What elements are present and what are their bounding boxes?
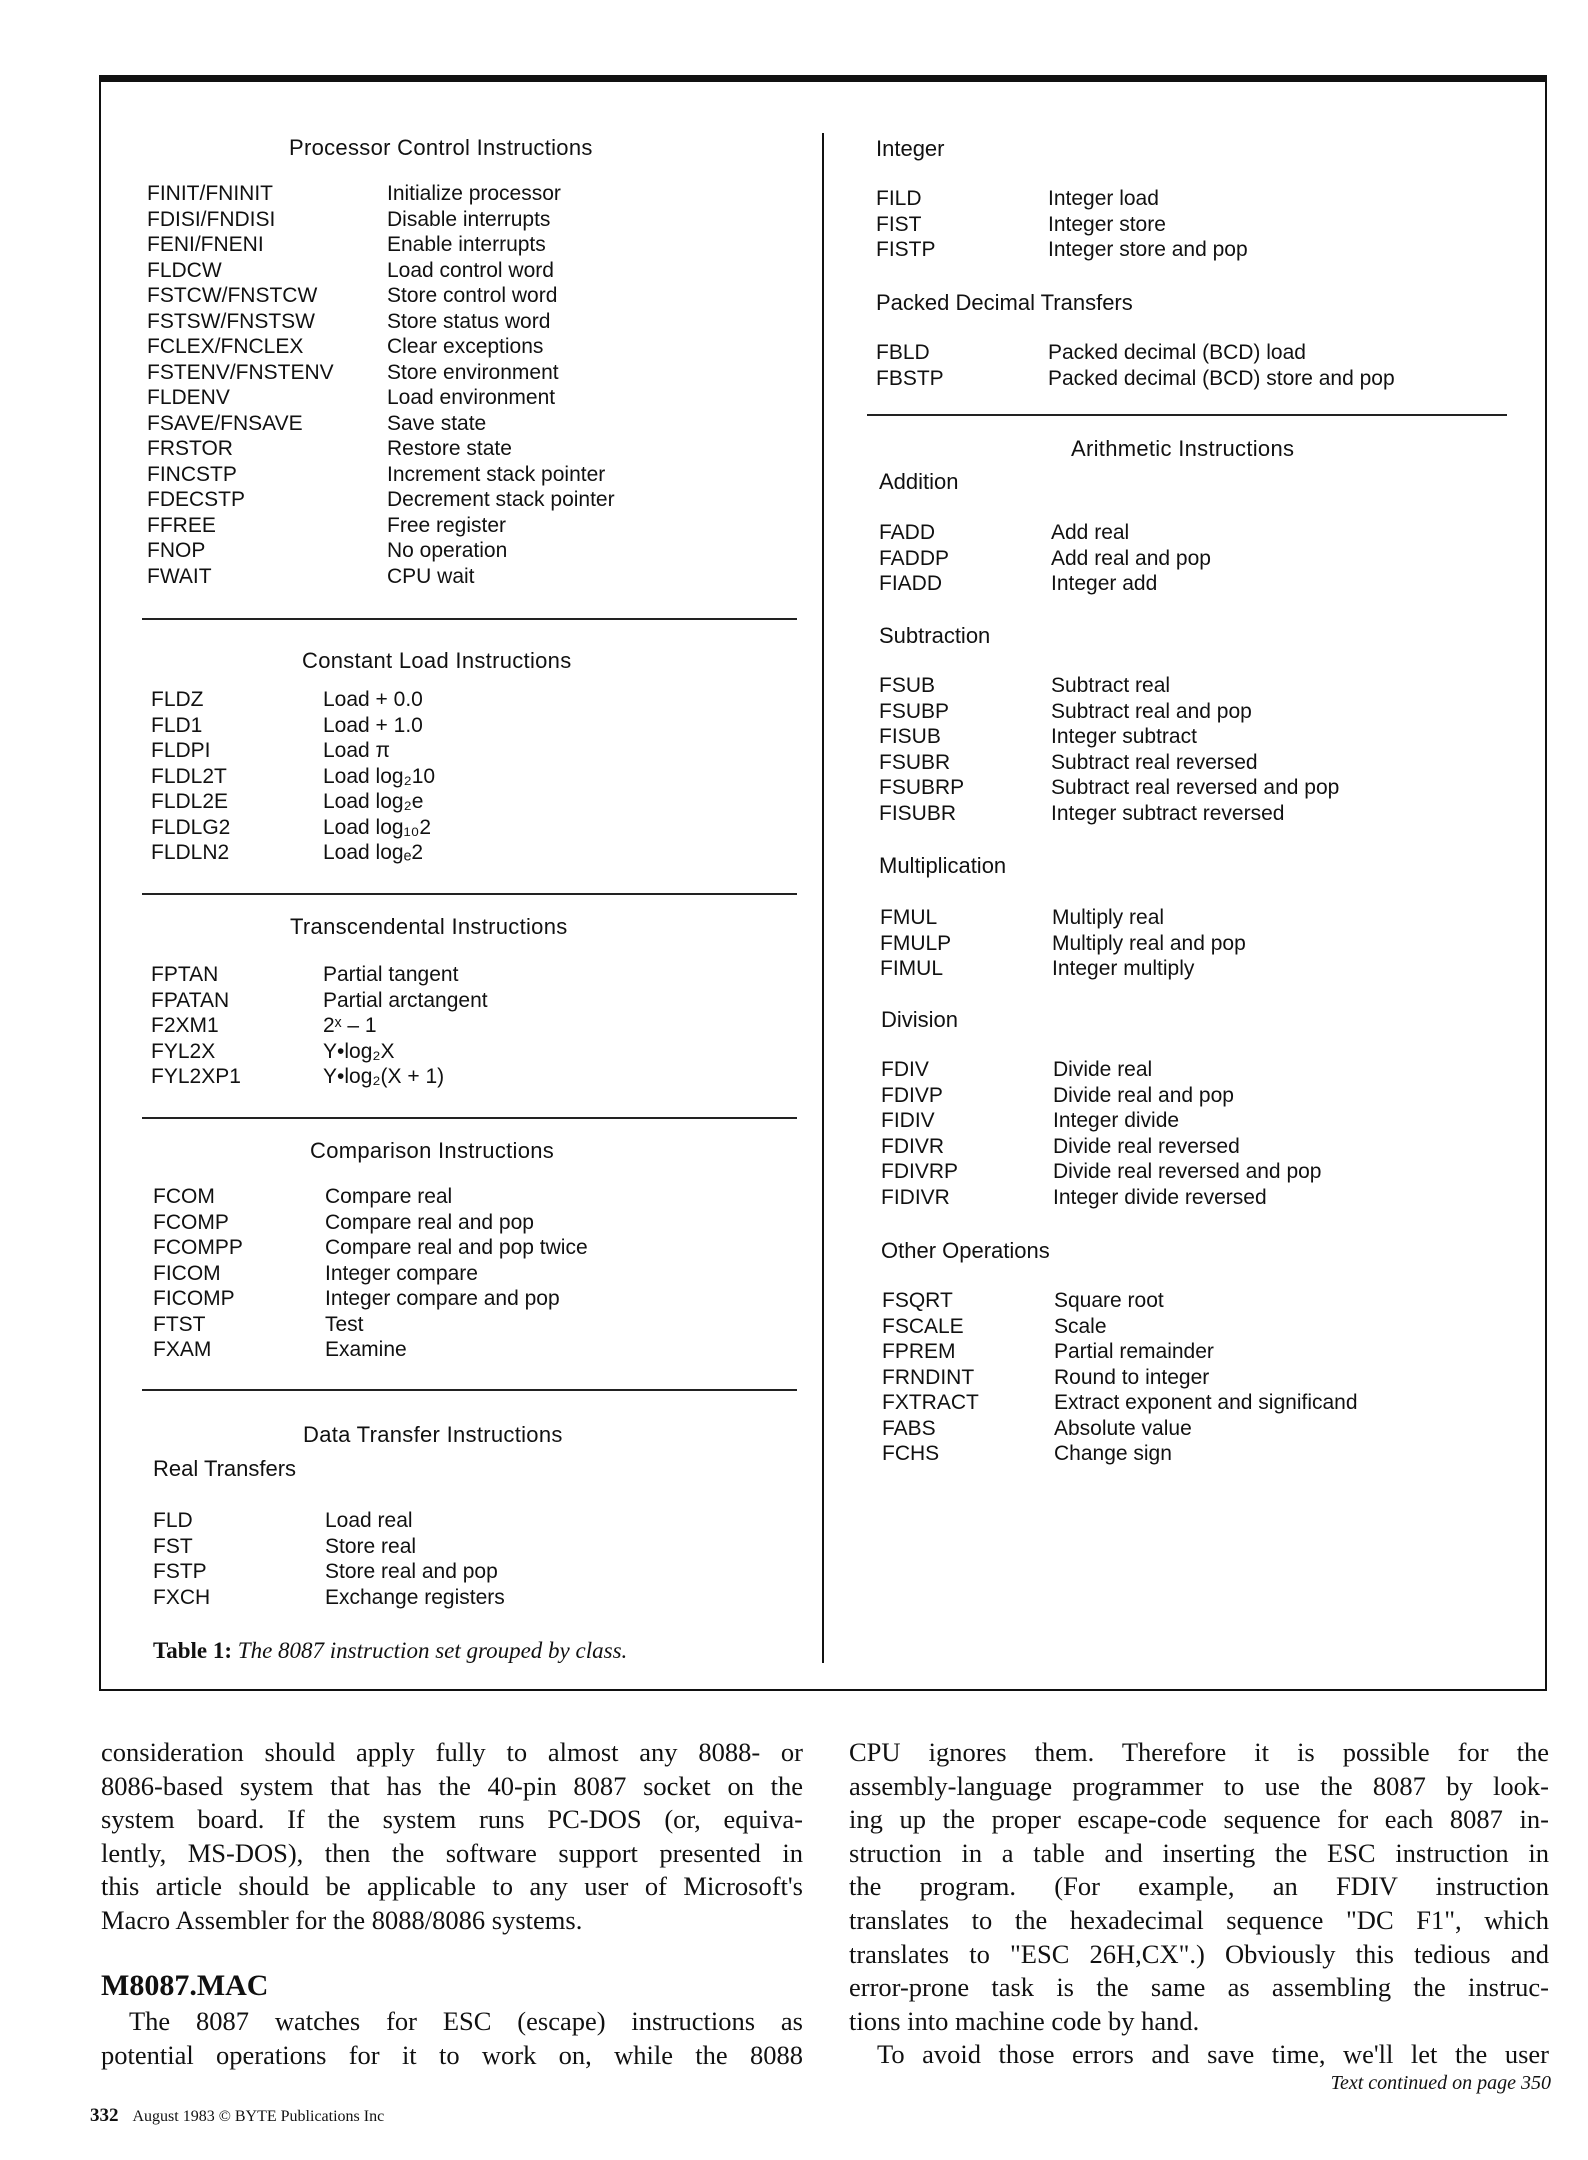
instruction-row xyxy=(147,309,615,335)
instruction-row xyxy=(881,1108,1322,1134)
instruction-mnemonic: FMUL xyxy=(880,906,938,929)
instruction-description: Divide real and pop xyxy=(1053,1083,1234,1107)
instruction-description: No operation xyxy=(387,539,508,562)
instruction-mnemonic: FPREM xyxy=(882,1340,956,1363)
instruction-mnemonic: FSTP xyxy=(153,1560,207,1583)
instruction-row xyxy=(147,411,615,437)
page-number: 332 xyxy=(90,2105,119,2126)
instruction-mnemonic: FCOMP xyxy=(153,1210,229,1234)
instruction-mnemonic: FICOM xyxy=(153,1261,221,1285)
instruction-row xyxy=(879,673,1339,699)
instruction-description: CPU wait xyxy=(387,564,475,588)
instruction-mnemonic: FLDL2E xyxy=(151,790,229,813)
instruction-mnemonic: FIST xyxy=(876,212,922,236)
integer-list xyxy=(876,186,1248,263)
instruction-description: Integer compare xyxy=(325,1261,478,1285)
instruction-row xyxy=(153,1534,505,1560)
table-caption xyxy=(153,1638,627,1664)
instruction-row xyxy=(151,988,488,1014)
text-line: error-prone task is the same as assembling the instruc- xyxy=(849,1972,1549,2003)
instruction-mnemonic: FISUB xyxy=(879,725,941,748)
instruction-mnemonic: FDISI/FNDISI xyxy=(147,207,276,231)
instruction-description: Integer store xyxy=(1048,212,1166,236)
instruction-row xyxy=(876,340,1395,366)
text-line: CPU ignores them. Therefore it is possible for the xyxy=(849,1737,1549,1767)
instruction-row xyxy=(151,1013,488,1039)
instruction-mnemonic: FDIVP xyxy=(881,1083,943,1107)
instruction-description: Integer load xyxy=(1048,187,1159,210)
instruction-row xyxy=(882,1441,1358,1467)
instruction-mnemonic: FYL2XP1 xyxy=(151,1065,241,1088)
caption-text: The 8087 instruction set grouped by class. xyxy=(237,1638,628,1663)
instruction-mnemonic: FPTAN xyxy=(151,963,219,986)
instruction-row xyxy=(882,1390,1358,1416)
text-line: system board. If the system runs PC-DOS (or, equiva- xyxy=(101,1804,803,1835)
instruction-mnemonic: FXTRACT xyxy=(882,1391,979,1414)
instruction-description: Subtract real reversed xyxy=(1051,750,1258,774)
instruction-description: Integer store and pop xyxy=(1048,238,1248,261)
instruction-row xyxy=(876,212,1248,238)
text-line: the program. (For example, an FDIV instruction xyxy=(849,1871,1549,1902)
instruction-mnemonic: FDIVR xyxy=(881,1134,944,1158)
instruction-row xyxy=(147,436,615,462)
instruction-mnemonic: FSCALE xyxy=(882,1314,964,1338)
instruction-description: Disable interrupts xyxy=(387,207,551,231)
instruction-row xyxy=(882,1416,1358,1442)
instruction-mnemonic: FLDL2T xyxy=(151,764,227,788)
instruction-description: Y•log₂X xyxy=(323,1039,395,1063)
instruction-description: Enable interrupts xyxy=(387,233,546,256)
text-line: lently, MS-DOS), then the software support presented in xyxy=(101,1837,803,1868)
instruction-mnemonic: FISUBR xyxy=(879,801,957,825)
instruction-row xyxy=(880,905,1246,931)
instruction-description: Scale xyxy=(1054,1314,1107,1338)
instruction-row xyxy=(879,571,1211,597)
text-line: translates to the hexadecimal sequence "DC F1", which xyxy=(849,1904,1549,1935)
transcendental-heading: Transcendental Instructions xyxy=(290,914,568,939)
instruction-description: Divide real reversed xyxy=(1053,1134,1240,1158)
instruction-row xyxy=(881,1057,1322,1083)
instruction-row xyxy=(151,789,435,815)
instruction-description: Load log₂e xyxy=(323,790,424,813)
instruction-description: 2ˣ – 1 xyxy=(323,1014,377,1037)
instruction-row xyxy=(147,334,615,360)
text-line: translates to "ESC 26H,CX".) Obviously this tedious and xyxy=(849,1938,1549,1969)
instruction-mnemonic: FLDCW xyxy=(147,258,222,282)
instruction-mnemonic: FIADD xyxy=(879,572,942,595)
instruction-mnemonic: FST xyxy=(153,1534,193,1558)
instruction-mnemonic: FNOP xyxy=(147,539,206,562)
instruction-description: Initialize processor xyxy=(387,182,561,205)
instruction-mnemonic: FISTP xyxy=(876,238,936,261)
instruction-row xyxy=(147,564,615,590)
instruction-description: Store control word xyxy=(387,284,558,307)
instruction-description: Load control word xyxy=(387,258,554,282)
instruction-row xyxy=(153,1235,588,1261)
instruction-description: Load log₁₀2 xyxy=(323,815,432,839)
instruction-row xyxy=(147,487,615,513)
division-subheading: Division xyxy=(881,1007,959,1032)
instruction-row xyxy=(882,1365,1358,1391)
instruction-row xyxy=(153,1184,588,1210)
packed-decimal-list xyxy=(876,340,1395,391)
instruction-description: Compare real xyxy=(325,1185,453,1208)
instruction-row xyxy=(881,1134,1322,1160)
instruction-description: Save state xyxy=(387,411,487,435)
instruction-row xyxy=(876,186,1248,212)
text-line: Macro Assembler for the 8088/8086 systems. xyxy=(101,1904,583,1935)
instruction-description: Decrement stack pointer xyxy=(387,488,615,511)
instruction-mnemonic: FLDPI xyxy=(151,739,211,762)
addition-list xyxy=(879,520,1211,597)
processor-control-list xyxy=(147,181,615,589)
instruction-row xyxy=(147,385,615,411)
instruction-mnemonic: FTST xyxy=(153,1312,206,1336)
instruction-description: Clear exceptions xyxy=(387,335,544,358)
instruction-row xyxy=(153,1585,505,1611)
instruction-row xyxy=(147,538,615,564)
instruction-mnemonic: FXAM xyxy=(153,1338,212,1361)
instruction-description: Round to integer xyxy=(1054,1365,1210,1389)
instruction-description: Integer subtract reversed xyxy=(1051,801,1285,825)
section-divider xyxy=(142,1389,797,1391)
instruction-description: Partial remainder xyxy=(1054,1340,1214,1363)
instruction-description: Square root xyxy=(1054,1289,1164,1312)
instruction-row xyxy=(879,520,1211,546)
section-divider xyxy=(142,1117,797,1119)
instruction-mnemonic: FBLD xyxy=(876,341,930,364)
instruction-mnemonic: FSUBP xyxy=(879,699,950,723)
instruction-mnemonic: FSUBR xyxy=(879,750,951,774)
right-paragraph-2 xyxy=(849,2038,1549,2072)
instruction-row xyxy=(153,1508,505,1534)
page-footer xyxy=(90,2105,384,2127)
instruction-mnemonic: FWAIT xyxy=(147,564,212,588)
instruction-mnemonic: FADD xyxy=(879,521,936,544)
instruction-row xyxy=(153,1286,588,1312)
instruction-mnemonic: FSAVE/FNSAVE xyxy=(147,411,303,435)
instruction-description: Multiply real and pop xyxy=(1052,931,1246,955)
instruction-row xyxy=(876,237,1248,263)
instruction-description: Compare real and pop twice xyxy=(325,1236,588,1259)
instruction-description: Exchange registers xyxy=(325,1585,505,1609)
instruction-description: Examine xyxy=(325,1338,407,1361)
instruction-mnemonic: FINIT/FNINIT xyxy=(147,182,273,205)
instruction-mnemonic: FMULP xyxy=(880,931,952,955)
caption-label: Table 1: xyxy=(153,1638,233,1663)
instruction-row xyxy=(879,699,1339,725)
instruction-row xyxy=(881,1159,1322,1185)
instruction-row xyxy=(876,366,1395,392)
instruction-description: Store environment xyxy=(387,360,559,384)
instruction-row xyxy=(882,1288,1358,1314)
instruction-mnemonic: FLD xyxy=(153,1509,193,1532)
instruction-row xyxy=(151,1039,488,1065)
instruction-description: Multiply real xyxy=(1052,906,1165,929)
instruction-mnemonic: FIDIVR xyxy=(881,1185,950,1209)
section-divider xyxy=(867,414,1507,416)
instruction-description: Free register xyxy=(387,513,507,537)
instruction-description: Packed decimal (BCD) store and pop xyxy=(1048,366,1395,390)
section-divider xyxy=(142,618,797,620)
instruction-mnemonic: FXCH xyxy=(153,1585,211,1609)
instruction-description: Add real xyxy=(1051,521,1130,544)
instruction-mnemonic: FDIV xyxy=(881,1058,929,1081)
other-operations-list xyxy=(882,1288,1358,1467)
instruction-mnemonic: FIDIV xyxy=(881,1109,935,1132)
instruction-mnemonic: FPATAN xyxy=(151,988,230,1012)
instruction-row xyxy=(153,1261,588,1287)
instruction-description: Load π xyxy=(323,739,391,762)
instruction-description: Integer multiply xyxy=(1052,957,1195,980)
instruction-row xyxy=(153,1337,588,1363)
instruction-row xyxy=(879,546,1211,572)
text-line: consideration should apply fully to almost any 8088- or xyxy=(101,1737,803,1767)
constant-load-heading: Constant Load Instructions xyxy=(302,648,572,673)
column-divider xyxy=(822,133,824,1663)
text-line: tions into machine code by hand. xyxy=(849,2005,1200,2036)
real-transfers-list xyxy=(153,1508,505,1610)
instruction-description: Divide real xyxy=(1053,1058,1153,1081)
instruction-description: Load + 0.0 xyxy=(323,688,423,711)
instruction-description: Add real and pop xyxy=(1051,546,1211,570)
instruction-row xyxy=(881,1185,1322,1211)
instruction-mnemonic: FICOMP xyxy=(153,1287,235,1310)
comparison-list xyxy=(153,1184,588,1363)
instruction-description: Extract exponent and significand xyxy=(1054,1391,1358,1414)
multiplication-list xyxy=(880,905,1246,982)
subtraction-list xyxy=(879,673,1339,826)
other-operations-subheading: Other Operations xyxy=(881,1238,1050,1263)
text-line: To avoid those errors and save time, we'll let the user xyxy=(877,2039,1549,2069)
instruction-mnemonic: FINCSTP xyxy=(147,462,237,486)
instruction-description: Load + 1.0 xyxy=(323,713,423,737)
instruction-description: Partial tangent xyxy=(323,963,459,986)
instruction-row xyxy=(879,724,1339,750)
processor-control-heading: Processor Control Instructions xyxy=(289,135,593,160)
instruction-row xyxy=(147,283,615,309)
instruction-description: Test xyxy=(325,1312,364,1336)
left-paragraph-2 xyxy=(101,2005,803,2072)
instruction-description: Load environment xyxy=(387,386,556,409)
instruction-mnemonic: FLDENV xyxy=(147,386,230,409)
instruction-mnemonic: FABS xyxy=(882,1416,936,1440)
text-line: assembly-language programmer to use the 8087 by look- xyxy=(849,1770,1549,1801)
instruction-row xyxy=(880,956,1246,982)
instruction-row xyxy=(151,713,435,739)
comparison-heading: Comparison Instructions xyxy=(310,1138,555,1163)
instruction-description: Packed decimal (BCD) load xyxy=(1048,341,1306,364)
instruction-description: Integer subtract xyxy=(1051,725,1197,748)
instruction-row xyxy=(153,1210,588,1236)
instruction-mnemonic: FSTCW/FNSTCW xyxy=(147,284,318,307)
instruction-description: Store real xyxy=(325,1534,417,1558)
instruction-mnemonic: FDIVRP xyxy=(881,1160,959,1183)
integer-subheading: Integer xyxy=(876,136,945,161)
left-paragraph xyxy=(101,1736,803,1938)
instruction-mnemonic: FCOMPP xyxy=(153,1236,243,1259)
instruction-description: Divide real reversed and pop xyxy=(1053,1160,1322,1183)
text-line: potential operations for it to work on, while the 8088 xyxy=(101,2039,803,2070)
instruction-mnemonic: FCLEX/FNCLEX xyxy=(147,335,304,358)
instruction-description: Absolute value xyxy=(1054,1416,1192,1440)
instruction-mnemonic: FIMUL xyxy=(880,957,943,980)
text-line: The 8087 watches for ESC (escape) instructions as xyxy=(129,2006,803,2036)
data-transfer-heading: Data Transfer Instructions xyxy=(303,1422,563,1447)
continued-note: Text continued on page 350 xyxy=(1330,2072,1551,2094)
instruction-description: Load real xyxy=(325,1509,413,1532)
instruction-row xyxy=(147,258,615,284)
instruction-mnemonic: FSTSW/FNSTSW xyxy=(147,309,315,333)
instruction-row xyxy=(879,775,1339,801)
instruction-mnemonic: F2XM1 xyxy=(151,1014,219,1037)
text-line: ing up the proper escape-code sequence for each 8087 in- xyxy=(849,1804,1549,1835)
instruction-row xyxy=(151,962,488,988)
instruction-description: Integer divide reversed xyxy=(1053,1185,1267,1209)
instruction-row xyxy=(151,687,435,713)
instruction-row xyxy=(880,931,1246,957)
instruction-description: Store real and pop xyxy=(325,1560,498,1583)
instruction-row xyxy=(151,815,435,841)
instruction-description: Partial arctangent xyxy=(323,988,488,1012)
instruction-description: Integer compare and pop xyxy=(325,1287,560,1310)
instruction-row xyxy=(153,1559,505,1585)
instruction-mnemonic: FSTENV/FNSTENV xyxy=(147,360,334,384)
instruction-mnemonic: FSQRT xyxy=(882,1289,953,1312)
instruction-row xyxy=(879,801,1339,827)
instruction-mnemonic: FRSTOR xyxy=(147,437,233,460)
instruction-row xyxy=(881,1083,1322,1109)
instruction-row xyxy=(882,1339,1358,1365)
instruction-row xyxy=(151,738,435,764)
instruction-description: Integer divide xyxy=(1053,1109,1180,1132)
right-paragraph xyxy=(849,1736,1549,2038)
instruction-description: Load log₂10 xyxy=(323,764,436,788)
instruction-description: Compare real and pop xyxy=(325,1210,534,1234)
instruction-row xyxy=(153,1312,588,1338)
instruction-description: Restore state xyxy=(387,437,512,460)
text-line: 8086-based system that has the 40-pin 8087 socket on the xyxy=(101,1770,803,1801)
instruction-mnemonic: FBSTP xyxy=(876,366,944,390)
instruction-row xyxy=(147,232,615,258)
footer-text: August 1983 © BYTE Publications Inc xyxy=(132,2108,385,2125)
subtraction-subheading: Subtraction xyxy=(879,623,991,648)
instruction-mnemonic: FFREE xyxy=(147,513,216,537)
transcendental-list xyxy=(151,962,488,1090)
constant-load-list xyxy=(151,687,435,866)
instruction-description: Store status word xyxy=(387,309,551,333)
instruction-mnemonic: FADDP xyxy=(879,546,950,570)
instruction-row xyxy=(879,750,1339,776)
instruction-description: Increment stack pointer xyxy=(387,462,606,486)
instruction-mnemonic: FENI/FNENI xyxy=(147,233,264,256)
multiplication-subheading: Multiplication xyxy=(879,853,1007,878)
instruction-mnemonic: FDECSTP xyxy=(147,488,246,511)
instruction-description: Subtract real reversed and pop xyxy=(1051,776,1340,799)
section-divider xyxy=(142,893,797,895)
packed-decimal-subheading: Packed Decimal Transfers xyxy=(876,290,1133,315)
instruction-description: Load logₑ2 xyxy=(323,841,424,864)
instruction-mnemonic: FRNDINT xyxy=(882,1365,975,1389)
division-list xyxy=(881,1057,1322,1210)
instruction-mnemonic: FSUB xyxy=(879,674,936,697)
instruction-mnemonic: FILD xyxy=(876,187,922,210)
section-title: M8087.MAC xyxy=(101,1969,269,2002)
instruction-description: Integer add xyxy=(1051,572,1158,595)
arithmetic-heading: Arithmetic Instructions xyxy=(1071,436,1295,461)
instruction-row xyxy=(151,764,435,790)
instruction-mnemonic: FSUBRP xyxy=(879,776,965,799)
instruction-row xyxy=(151,840,435,866)
addition-subheading: Addition xyxy=(879,469,959,494)
instruction-mnemonic: FLDZ xyxy=(151,688,204,711)
instruction-row xyxy=(147,181,615,207)
instruction-row xyxy=(147,513,615,539)
instruction-row xyxy=(151,1064,488,1090)
instruction-row xyxy=(882,1314,1358,1340)
text-line: this article should be applicable to any user of Microsoft's xyxy=(101,1871,803,1902)
instruction-row xyxy=(147,462,615,488)
instruction-mnemonic: FCHS xyxy=(882,1442,940,1465)
real-transfers-subheading: Real Transfers xyxy=(153,1456,297,1481)
instruction-description: Y•log₂(X + 1) xyxy=(323,1065,445,1088)
instruction-mnemonic: FLDLG2 xyxy=(151,815,231,839)
text-line: struction in a table and inserting the ESC instruction in xyxy=(849,1837,1549,1868)
instruction-description: Change sign xyxy=(1054,1442,1172,1465)
instruction-description: Subtract real and pop xyxy=(1051,699,1252,723)
instruction-row xyxy=(147,360,615,386)
instruction-mnemonic: FLDLN2 xyxy=(151,841,230,864)
instruction-mnemonic: FYL2X xyxy=(151,1039,216,1063)
instruction-row xyxy=(147,207,615,233)
instruction-mnemonic: FLD1 xyxy=(151,713,203,737)
instruction-description: Subtract real xyxy=(1051,674,1171,697)
instruction-mnemonic: FCOM xyxy=(153,1185,215,1208)
